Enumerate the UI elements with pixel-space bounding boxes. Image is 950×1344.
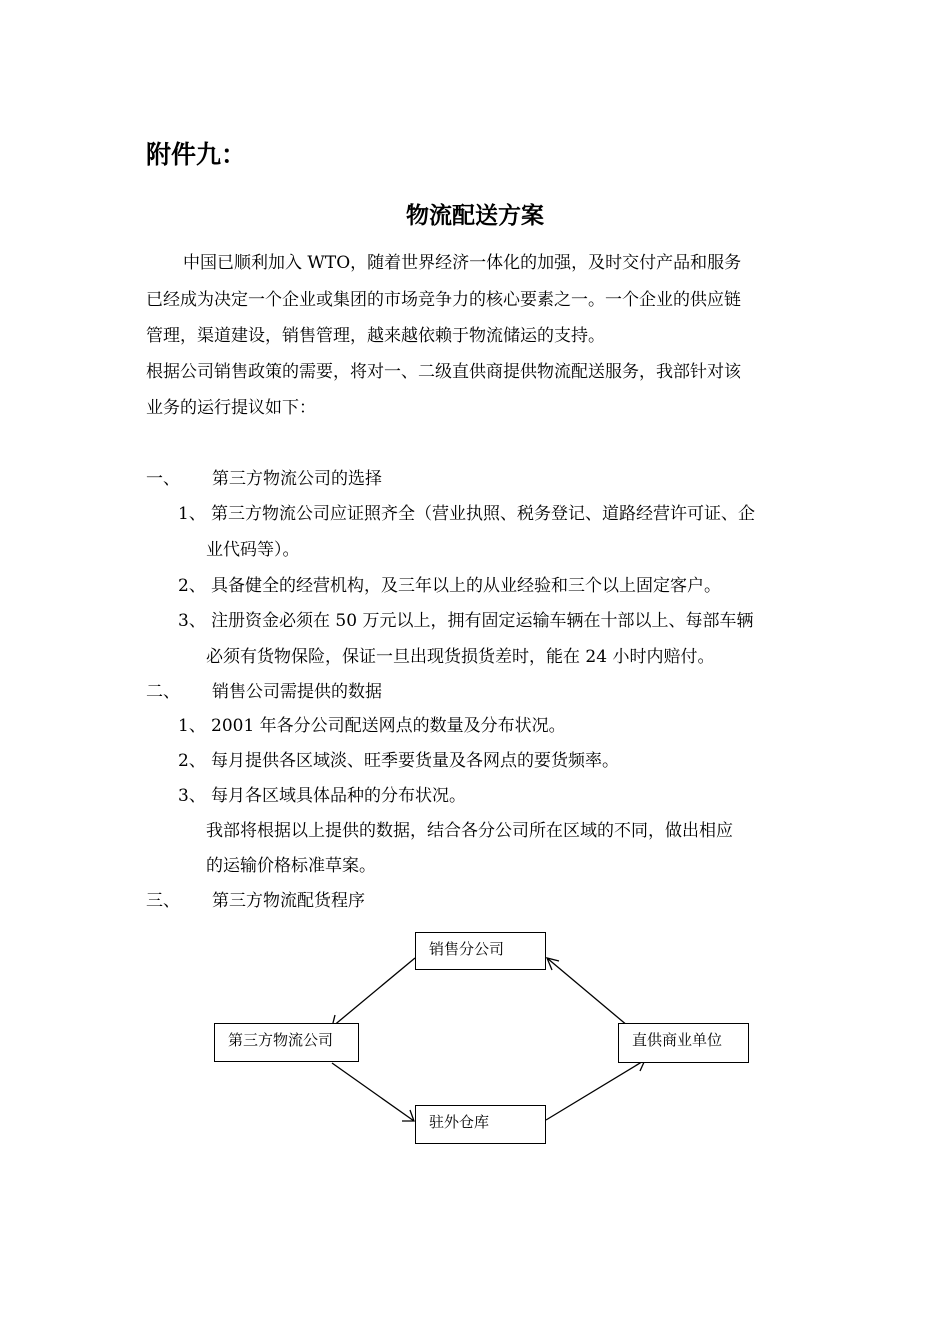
section2-title: 销售公司需提供的数据 (212, 682, 382, 702)
node-sales-branch (415, 932, 546, 970)
section1-number: 一、 (146, 469, 180, 489)
section2-item1-line1: 2001 年各分公司配送网点的数量及分布状况。 (211, 716, 566, 736)
intro-line-4: 根据公司销售政策的需要，将对一、二级直供商提供物流配送服务，我部针对该 (146, 362, 741, 382)
section2-number: 二、 (146, 682, 180, 702)
section2-item2-line1: 每月提供各区域淡、旺季要货量及各网点的要货频率。 (211, 751, 619, 771)
arrow-warehouse-to-dealer (546, 1060, 645, 1120)
section1-item2-number: 2、 (178, 576, 206, 596)
attachment-label: 附件九： (146, 140, 247, 169)
section2-note-line2: 的运输价格标准草案。 (206, 856, 376, 876)
section1-item2-line1: 具备健全的经营机构，及三年以上的从业经验和三个以上固定客户。 (211, 576, 721, 596)
intro-line-3: 管理，渠道建设，销售管理，越来越依赖于物流储运的支持。 (146, 326, 605, 346)
node-third-party-logistics (214, 1023, 359, 1062)
section2-item3-line1: 每月各区域具体品种的分布状况。 (211, 786, 466, 806)
arrow-dealer-to-sales (547, 958, 628, 1026)
section1-item1-number: 1、 (178, 504, 206, 524)
node-third-party-logistics-label: 第三方物流公司 (228, 1031, 334, 1049)
section1-title: 第三方物流公司的选择 (212, 469, 382, 489)
section2-note-line1: 我部将根据以上提供的数据，结合各分公司所在区域的不同，做出相应 (206, 821, 733, 841)
section2-item1-number: 1、 (178, 716, 206, 736)
section1-item3-line1: 注册资金必须在 50 万元以上，拥有固定运输车辆在十部以上、每部车辆 (211, 611, 754, 631)
section1-item3-line2: 必须有货物保险，保证一旦出现货损货差时，能在 24 小时内赔付。 (206, 647, 715, 667)
document-title: 物流配送方案 (406, 203, 544, 229)
intro-line-5: 业务的运行提议如下： (146, 398, 316, 418)
node-direct-dealer (618, 1023, 749, 1063)
arrow-sales-to-logistics (332, 958, 415, 1027)
node-sales-branch-label: 销售分公司 (429, 940, 505, 958)
node-remote-warehouse-label: 驻外仓库 (429, 1113, 490, 1131)
section1-item3-number: 3、 (178, 611, 206, 631)
section1-item1-line1: 第三方物流公司应证照齐全（营业执照、税务登记、道路经营许可证、企 (211, 504, 755, 524)
intro-line-1: 中国已顺利加入 WTO，随着世界经济一体化的加强，及时交付产品和服务 (183, 253, 742, 273)
intro-line-2: 已经成为决定一个企业或集团的市场竞争力的核心要素之一。一个企业的供应链 (146, 290, 741, 310)
node-direct-dealer-label: 直供商业单位 (632, 1031, 723, 1049)
node-remote-warehouse (415, 1105, 546, 1144)
section2-item3-number: 3、 (178, 786, 206, 806)
section3-number: 三、 (146, 891, 180, 911)
section3-title: 第三方物流配货程序 (212, 891, 365, 911)
section2-item2-number: 2、 (178, 751, 206, 771)
arrow-logistics-to-warehouse (332, 1063, 414, 1121)
section1-item1-line2: 业代码等）。 (206, 540, 300, 560)
